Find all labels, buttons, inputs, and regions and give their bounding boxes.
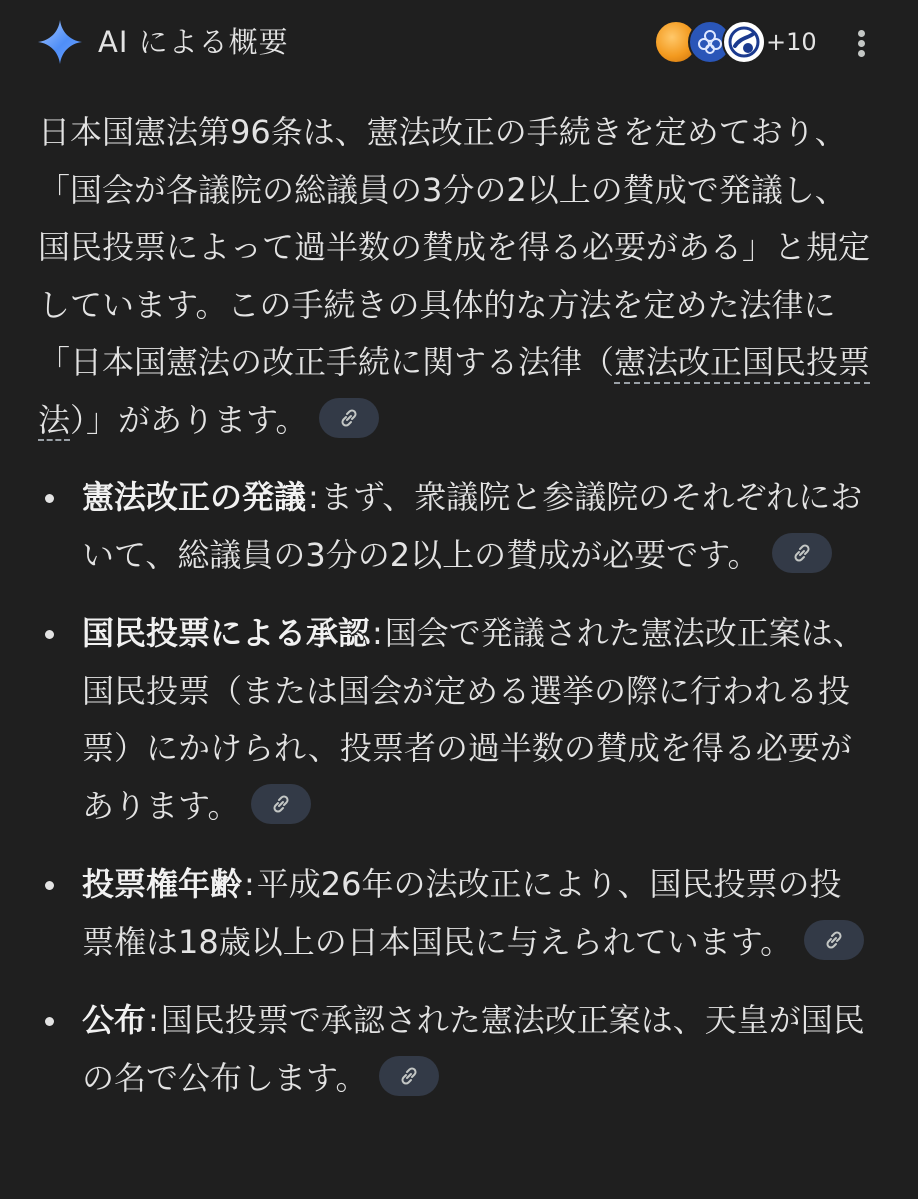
item-text: まず、衆議院と参議院のそれぞれにおいて、総議員の3分の2以上の賛成が必要です。 bbox=[82, 478, 863, 574]
link-icon bbox=[337, 406, 361, 430]
item-text: 平成26年の法改正により、国民投票の投票権は18歳以上の日本国民に与えられています。 bbox=[82, 865, 842, 961]
link-icon bbox=[790, 541, 814, 565]
citation-chip[interactable] bbox=[772, 533, 832, 573]
list-item: 憲法改正の発議:まず、衆議院と参議院のそれぞれにおいて、総議員の3分の2以上の賛成が必要です。 bbox=[38, 469, 873, 584]
swirl-logo-icon bbox=[724, 22, 764, 62]
intro-text: 日本国憲法第96条は、憲法改正の手続きを定めており、「国会が各議院の総議員の3分の2以上の賛成で発議し、国民投票によって過半数の賛成を得る必要がある」と規定しています。この手続きの具体的な方法を定めた法律に「日本国憲法の改正手続に関する法律（ bbox=[38, 113, 871, 381]
intro-paragraph bbox=[38, 104, 873, 449]
item-text: 国会で発議された憲法改正案は、国民投票（または国会が定める選挙の際に行われる投票）にかけられ、投票者の過半数の賛成を得る必要があります。 bbox=[82, 614, 865, 825]
list-item: 公布:国民投票で承認された憲法改正案は、天皇が国民の名で公布します。 bbox=[38, 992, 873, 1107]
item-term: 国民投票による承認 bbox=[82, 614, 371, 652]
list-item: 国民投票による承認:国会で発議された憲法改正案は、国民投票（または国会が定める選挙の際に行われる投票）にかけられ、投票者の過半数の賛成を得る必要があります。 bbox=[38, 605, 873, 835]
citation-chip[interactable] bbox=[379, 1056, 439, 1096]
link-icon bbox=[269, 792, 293, 816]
bullet-list bbox=[38, 469, 873, 1107]
citation-chip[interactable] bbox=[251, 784, 311, 824]
header-title: AI による概要 bbox=[98, 25, 289, 59]
item-term: 投票権年齢 bbox=[82, 865, 243, 903]
list-item: 投票権年齢:平成26年の法改正により、国民投票の投票権は18歳以上の日本国民に与えられています。 bbox=[38, 856, 873, 971]
intro-suffix: ）」があります。 bbox=[70, 400, 308, 439]
item-term: 公布 bbox=[82, 1001, 147, 1039]
law-name-link[interactable]: 憲法改正国民投票法 bbox=[38, 343, 871, 439]
ai-overview-header bbox=[0, 0, 918, 86]
link-icon bbox=[397, 1064, 421, 1088]
gemini-sparkle-icon bbox=[36, 18, 84, 66]
citation-chip[interactable] bbox=[319, 398, 379, 438]
more-sources-count[interactable]: +10 bbox=[766, 28, 817, 56]
item-text: 国民投票で承認された憲法改正案は、天皇が国民の名で公布します。 bbox=[82, 1001, 865, 1097]
overview-content bbox=[38, 104, 873, 1128]
item-term: 憲法改正の発議 bbox=[82, 478, 307, 516]
more-vertical-icon[interactable] bbox=[846, 22, 876, 62]
link-icon bbox=[822, 928, 846, 952]
citation-chip[interactable] bbox=[804, 920, 864, 960]
source-avatar-white[interactable] bbox=[722, 20, 766, 64]
source-avatars[interactable] bbox=[654, 20, 817, 66]
